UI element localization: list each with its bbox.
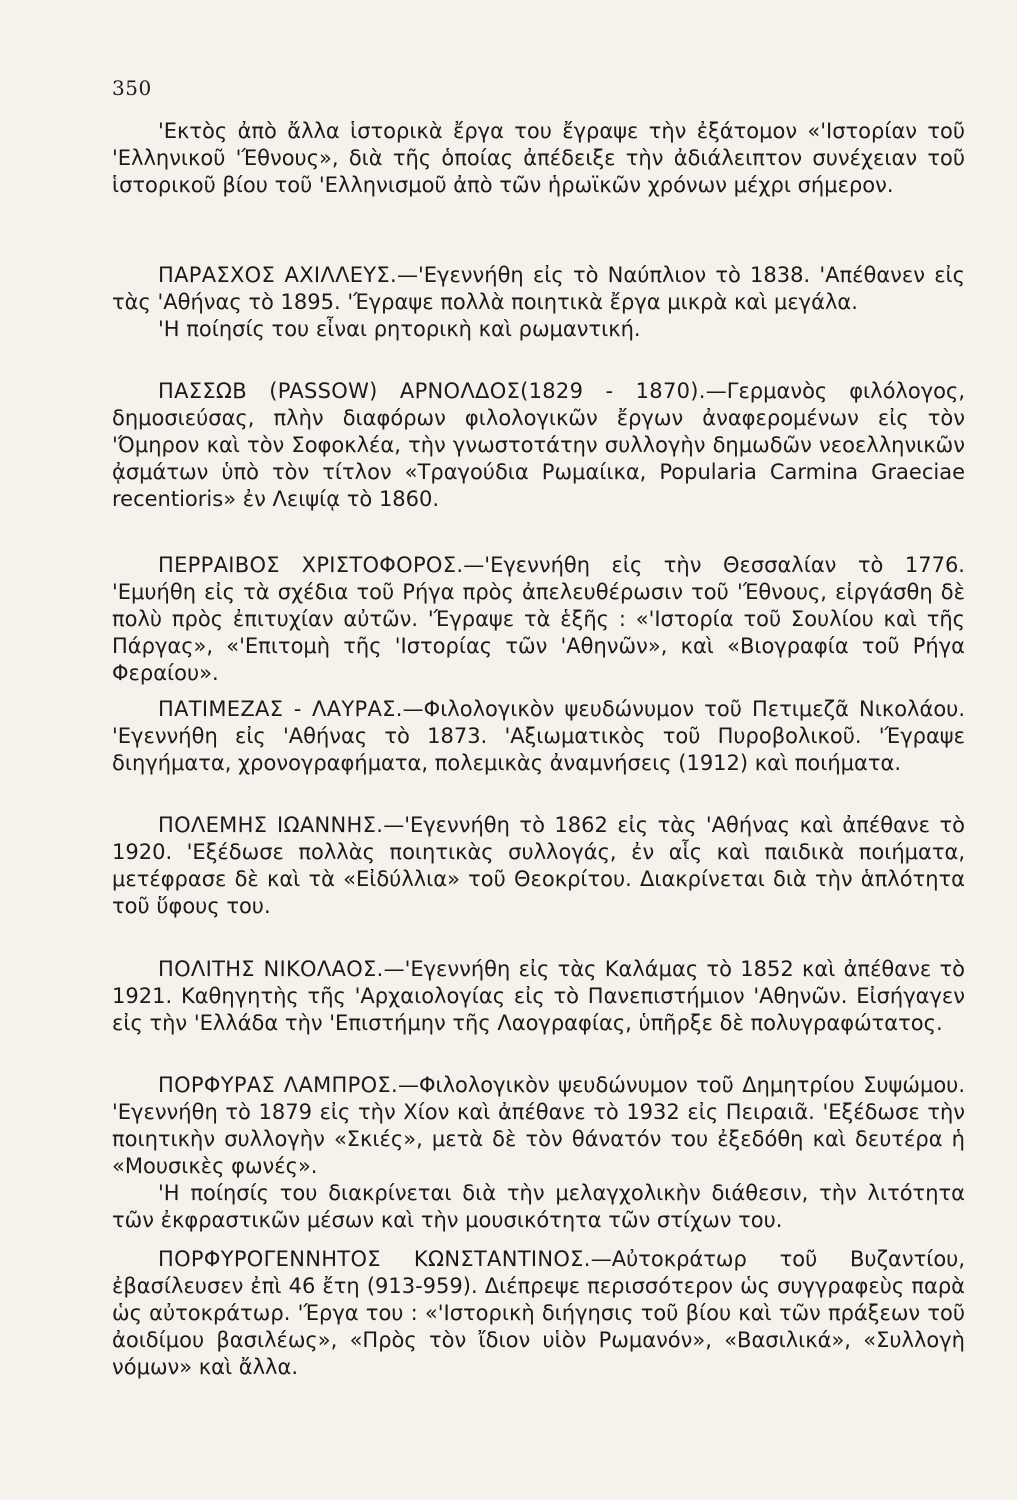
entry-heading: ΠΟΛΕΜΗΣ ΙΩΑΝΝΗΣ. <box>158 813 384 837</box>
entry-body <box>112 378 965 513</box>
entry-politis <box>112 956 965 1037</box>
page-number: 350 <box>112 76 152 100</box>
entry-body <box>112 1072 965 1180</box>
entry-porfyrogennitos <box>112 1246 965 1381</box>
entry-text: —'Εγεννήθη εἰς τὸ Ναύπλιον τὸ 1838. 'Απέθανεν εἰς τὰς 'Αθήνας τὸ 1895. 'Έγραψε πολλὰ ποιητικὰ ἔργα μικρὰ καὶ μεγάλα. <box>112 263 965 314</box>
entry-heading: ΠΟΛΙΤΗΣ ΝΙΚΟΛΑΟΣ. <box>158 957 384 981</box>
entry-body <box>112 956 965 1037</box>
entry-text: —'Εγεννήθη εἰς τὰς Καλάμας τὸ 1852 καὶ ἀπέθανε τὸ 1921. Καθηγητὴς τῆς 'Αρχαιολογίας εἰς τὸ Πανεπιστήμιον 'Αθηνῶν. Εἰσήγαγεν εἰς τὴν 'Ελλάδα τὴν 'Επιστήμην τῆς Λαογραφίας, ὑπῆρξε δὲ πολυγραφώτατος. <box>112 957 965 1035</box>
entry-heading: ΠΑΣΣΩΒ (PASSOW) ΑΡΝΟΛΔΟΣ(1829 - 1870). <box>158 379 706 403</box>
entry-parasxos <box>112 262 965 343</box>
entry-heading: ΠΟΡΦΥΡΟΓΕΝΝΗΤΟΣ ΚΩΝΣΤΑΝΤΙΝΟΣ. <box>158 1247 591 1271</box>
entry-heading: ΠΑΡΑΣΧΟΣ ΑΧΙΛΛΕΥΣ. <box>158 263 397 287</box>
entry-perraivos <box>112 552 965 687</box>
entry-text: —'Εγεννήθη εἰς τὴν Θεσσαλίαν τὸ 1776. 'Εμυήθη εἰς τὰ σχέδια τοῦ Ρήγα πρὸς ἀπελευθέρωσιν τοῦ 'Έθνους, εἰργάσθη δὲ πολὺ πρὸς ἐπιτυχίαν αὐτῶν. 'Έγραψε τὰ ἑξῆς : «'Ιστορία τοῦ Σουλίου καὶ τῆς Πάργας», «'Επιτομὴ τῆς 'Ιστορίας τῶν 'Αθηνῶν», καὶ «Βιογραφία τοῦ Ρήγα Φεραίου». <box>112 553 965 685</box>
entry-porfyras <box>112 1072 965 1234</box>
entry-heading: ΠΟΡΦΥΡΑΣ ΛΑΜΠΡΟΣ. <box>158 1073 398 1097</box>
entry-body <box>112 262 965 316</box>
entry-text: —Αὐτοκράτωρ τοῦ Βυζαντίου, ἐβασίλευσεν ἐπὶ 46 ἔτη (913-959). Διέπρεψε περισσότερον ὡς συγγραφεὺς παρὰ ὡς αὐτοκράτωρ. 'Έργα του : «'Ιστορικὴ διήγησις τοῦ βίου καὶ τῶν πράξεων τοῦ ἀοιδίμου βασιλέως», «Πρὸς τὸν ἴδιον υἱὸν Ρωμανόν», «Βασιλικά», «Συλλογὴ νόμων» καὶ ἄλλα. <box>112 1247 965 1379</box>
intro-text: 'Εκτὸς ἀπὸ ἄλλα ἱστορικὰ ἔργα του ἔγραψε τὴν ἐξάτομον «'Ιστορίαν τοῦ 'Ελληνικοῦ 'Έθνους», διὰ τῆς ὁποίας ἀπέδειξε τὴν ἀδιάλειπτον συνέχειαν τοῦ ἱστορικοῦ βίου τοῦ 'Ελληνισμοῦ ἀπὸ τῶν ἡρωϊκῶν χρόνων μέχρι σήμερον. <box>112 119 965 197</box>
entry-passow <box>112 378 965 513</box>
entry-patimezas <box>112 696 965 777</box>
entry-text: —Γερμανὸς φιλόλογος, δημοσιεύσας, πλὴν διαφόρων φιλολογικῶν ἔργων ἀναφερομένων εἰς τὸν 'Όμηρον καὶ τὸν Σοφοκλέα, τὴν γνωστοτάτην συλλογὴν δημωδῶν νεοελληνικῶν ᾀσμάτων ὑπὸ τὸν τίτλον «Τραγούδια Ρωμαίικα, Popularia Carmina Graeciae recentioris» ἐν Λειψίᾳ τὸ 1860. <box>112 379 965 511</box>
entry-body <box>112 812 965 920</box>
entry-extra: 'Η ποίησίς του διακρίνεται διὰ τὴν μελαγχολικὴν διάθεσιν, τὴν λιτότητα τῶν ἐκφραστικῶν μέσων καὶ τὴν μουσικότητα τῶν στίχων του. <box>112 1181 965 1232</box>
entry-heading: ΠΕΡΡΑΙΒΟΣ ΧΡΙΣΤΟΦΟΡΟΣ. <box>158 553 464 577</box>
entry-body <box>112 552 965 687</box>
entry-body <box>112 1246 965 1381</box>
entry-text: —'Εγεννήθη τὸ 1862 εἰς τὰς 'Αθήνας καὶ ἀπέθανε τὸ 1920. 'Εξέδωσε πολλὰς ποιητικὰς συλλογάς, ἐν αἷς καὶ παιδικὰ ποιήματα, μετέφρασε δὲ καὶ τὰ «Εἰδύλλια» τοῦ Θεοκρίτου. Διακρίνεται διὰ τὴν ἁπλότητα τοῦ ὕφους του. <box>112 813 965 918</box>
entry-extra: 'Η ποίησίς του εἶναι ρητορικὴ καὶ ρωμαντική. <box>158 317 641 341</box>
entry-polemis <box>112 812 965 920</box>
entry-body <box>112 696 965 777</box>
entry-heading: ΠΑΤΙΜΕΖΑΣ - ΛΑΥΡΑΣ. <box>158 697 403 721</box>
entry-text: —Φιλολογικὸν ψευδώνυμον τοῦ Πετιμεζᾶ Νικολάου. 'Εγεννήθη εἰς 'Αθήνας τὸ 1873. 'Αξιωματικὸς τοῦ Πυροβολικοῦ. 'Έγραψε διηγήματα, χρονογραφήματα, πολεμικὰς ἀναμνήσεις (1912) καὶ ποιήματα. <box>112 697 965 775</box>
entry-text: —Φιλολογικὸν ψευδώνυμον τοῦ Δημητρίου Συψώμου. 'Εγεννήθη τὸ 1879 εἰς τὴν Χίον καὶ ἀπέθανε τὸ 1932 εἰς Πειραιᾶ. 'Εξέδωσε τὴν ποιητικὴν συλλογὴν «Σκιές», μετὰ δὲ τὸν θάνατόν του ἐξεδόθη καὶ δευτέρα ἡ «Μουσικὲς φωνές». <box>112 1073 965 1178</box>
intro-paragraph <box>112 118 965 199</box>
